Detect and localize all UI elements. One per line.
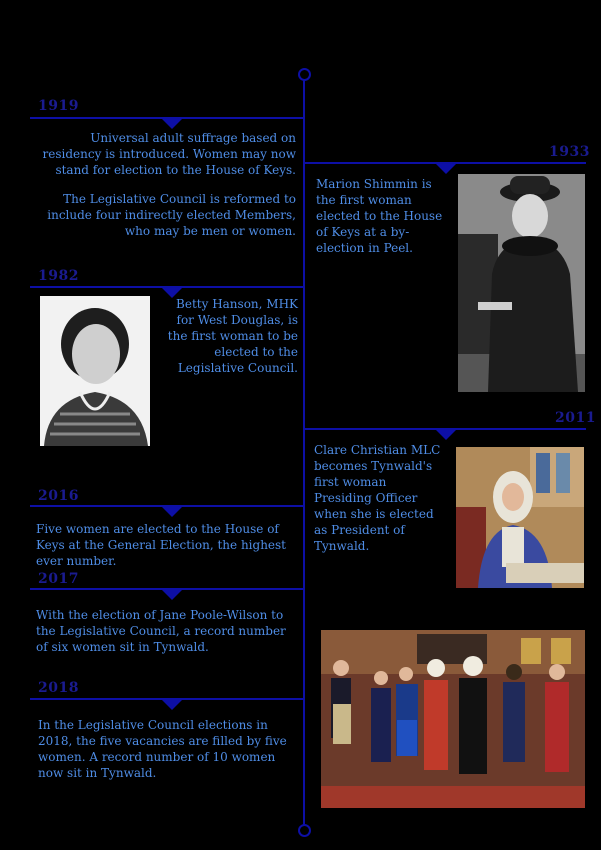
marker-2016 <box>162 507 182 517</box>
timeline-axis <box>303 74 305 830</box>
marker-2011 <box>436 430 456 440</box>
event-1919-suffrage: Universal adult suffrage based on residency is introduced. Women may now stand for election to the House of Keys. <box>42 131 296 177</box>
event-1982: Betty Hanson, MHK for West Douglas, is the first woman to be elected to the Legislative Council. <box>167 297 298 375</box>
year-1933: 1933 <box>549 144 590 160</box>
event-2011: Clare Christian MLC becomes Tynwald's first woman Presiding Officer when she is elected as President of Tynwald. <box>314 443 441 553</box>
year-2017: 2017 <box>38 571 79 587</box>
photo-women-of-tynwald <box>321 630 585 808</box>
event-2018: In the Legislative Council elections in 2018, the five vacancies are filled by five women. A record number of 10 women now sit in Tynwald. <box>38 718 287 780</box>
year-1919: 1919 <box>38 98 79 114</box>
timeline-bottom-node <box>298 824 311 837</box>
timeline-top-node <box>298 68 311 81</box>
year-2011: 2011 <box>555 410 596 426</box>
event-2017: With the election of Jane Poole-Wilson to the Legislative Council, a record number of six women sit in Tynwald. <box>36 608 286 654</box>
event-1919-council: The Legislative Council is reformed to include four indirectly elected Members, who may be men or women. <box>47 192 296 238</box>
photo-clare-christian <box>456 447 584 588</box>
marker-2018 <box>162 700 182 710</box>
year-1982: 1982 <box>38 268 79 284</box>
photo-betty-hanson <box>40 296 150 446</box>
marker-2017 <box>162 590 182 600</box>
year-2018: 2018 <box>38 680 79 696</box>
year-2016: 2016 <box>38 488 79 504</box>
marker-1919 <box>162 119 182 129</box>
photo-marion-shimmin <box>458 174 585 392</box>
event-1933: Marion Shimmin is the first woman elected to the House of Keys at a by-election in Peel. <box>316 177 443 255</box>
event-2016: Five women are elected to the House of Keys at the General Election, the highest ever number. <box>36 522 287 568</box>
marker-1933 <box>436 164 456 174</box>
